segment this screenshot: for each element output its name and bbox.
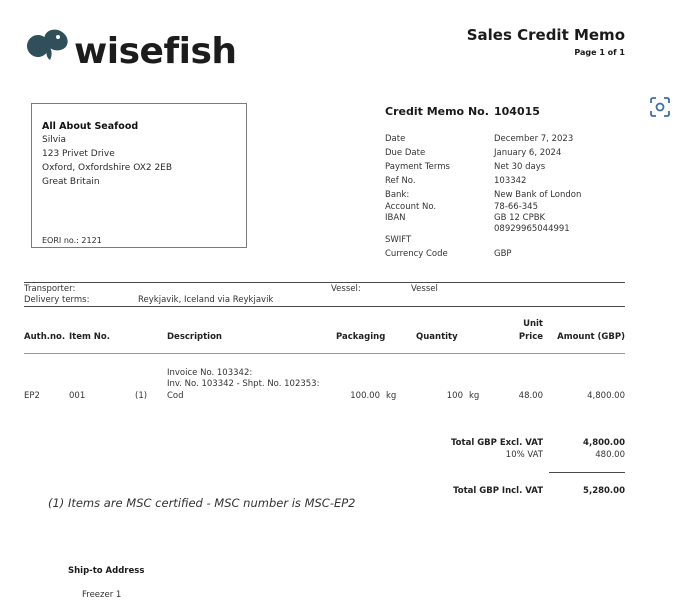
account-no-label: Account No.: [385, 202, 437, 212]
iban-label: IBAN: [385, 213, 406, 223]
row-packaging-unit: kg: [386, 391, 397, 401]
customer-address-line1: 123 Privet Drive: [42, 149, 115, 159]
due-date-value: January 6, 2024: [494, 148, 562, 158]
divider: [24, 282, 625, 283]
row-unit-price: 48.00: [518, 391, 543, 401]
divider: [24, 353, 625, 354]
ref-no-value: 103342: [494, 176, 527, 186]
divider: [549, 472, 625, 473]
col-header-unit-price-line1: Unit: [523, 319, 543, 329]
ship-to-value: Freezer 1: [82, 590, 122, 600]
customer-name: All About Seafood: [42, 121, 139, 132]
payment-terms-value: Net 30 days: [494, 162, 546, 172]
row-item-no: 001: [69, 391, 86, 401]
customer-country: Great Britain: [42, 177, 100, 187]
vessel-label: Vessel:: [331, 284, 361, 294]
col-header-item: Item No.: [69, 332, 110, 342]
ship-to-heading: Ship-to Address: [68, 566, 145, 576]
customer-address-box: [31, 103, 247, 248]
customer-contact: Silvia: [42, 135, 67, 145]
col-header-quantity: Quantity: [416, 332, 458, 342]
credit-memo-label: Credit Memo No.: [385, 105, 489, 118]
row-quantity: 100: [446, 391, 463, 401]
msc-footnote: (1) Items are MSC certified - MSC number is MSC-EP2: [48, 496, 356, 510]
row-description: Cod: [167, 391, 184, 401]
col-header-amount: Amount (GBP): [557, 332, 625, 342]
customer-eori: EORI no.: 2121: [42, 236, 102, 245]
iban-value: GB 12 CPBK: [494, 213, 546, 223]
total-excl-vat-label: Total GBP Excl. VAT: [451, 438, 543, 448]
delivery-terms-label: Delivery terms:: [24, 295, 90, 305]
col-header-packaging: Packaging: [336, 332, 386, 342]
ref-no-label: Ref No.: [385, 176, 416, 186]
document-title: Sales Credit Memo: [466, 26, 625, 44]
row-quantity-unit: kg: [469, 391, 480, 401]
col-header-auth: Auth.no.: [24, 332, 66, 342]
iban-value-cont: 08929965044991: [494, 224, 570, 234]
vat-value: 480.00: [595, 450, 625, 460]
row-note: (1): [135, 391, 148, 401]
currency-code-label: Currency Code: [385, 249, 448, 259]
total-incl-vat-label: Total GBP Incl. VAT: [453, 486, 543, 496]
payment-terms-label: Payment Terms: [385, 162, 450, 172]
vat-label: 10% VAT: [505, 450, 543, 460]
delivery-terms-value: Reykjavik, Iceland via Reykjavik: [138, 295, 274, 305]
total-incl-vat-value: 5,280.00: [583, 486, 625, 496]
row-packaging: 100.00: [350, 391, 380, 401]
date-value: December 7, 2023: [494, 134, 574, 144]
col-header-unit-price-line2: Price: [518, 332, 543, 342]
swift-label: SWIFT: [385, 235, 412, 245]
fish-logo-icon: [24, 24, 72, 66]
bank-label: Bank:: [385, 190, 410, 200]
due-date-label: Due Date: [385, 148, 426, 158]
vessel-value: Vessel: [411, 284, 438, 294]
date-label: Date: [385, 134, 406, 144]
row-desc-line1: Invoice No. 103342:: [167, 368, 253, 378]
transporter-label: Transporter:: [24, 284, 76, 294]
col-header-description: Description: [167, 332, 222, 342]
row-auth: EP2: [24, 391, 40, 401]
company-logo-text: wisefish: [74, 31, 237, 72]
page-number: Page 1 of 1: [574, 48, 625, 57]
screenshot-icon[interactable]: [649, 96, 671, 118]
credit-memo-number: 104015: [494, 105, 540, 118]
divider: [24, 306, 625, 307]
bank-value: New Bank of London: [494, 190, 582, 200]
customer-address-line2: Oxford, Oxfordshire OX2 2EB: [42, 163, 173, 173]
row-amount: 4,800.00: [587, 391, 625, 401]
total-excl-vat-value: 4,800.00: [583, 438, 625, 448]
row-desc-line2: Inv. No. 103342 - Shpt. No. 102353:: [167, 379, 320, 389]
account-no-value: 78-66-345: [494, 202, 538, 212]
currency-code-value: GBP: [494, 249, 512, 259]
